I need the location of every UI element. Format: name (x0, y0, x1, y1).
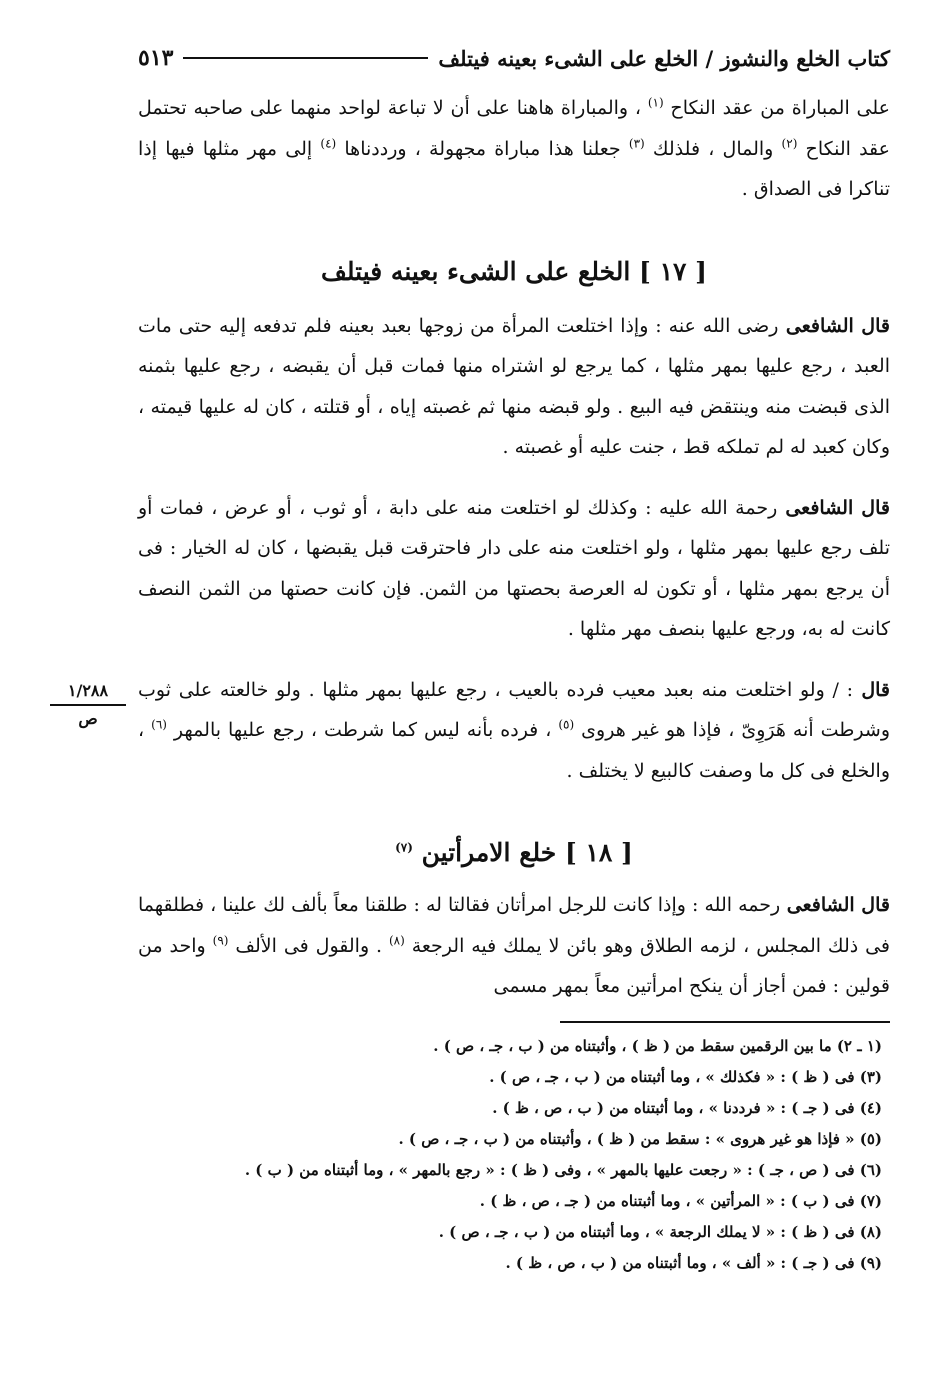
section-18-p1-text-1: رحمه الله : وإذا كانت للرجل امرأتان فقالتا له : طلقنا معاً بألف لك علينا ، فطلقهما فى ذلك المجلس ، لزمه الطلاق وهو بائن لا يملك فيه الرجعة (138, 894, 891, 957)
speaker-label: قال (853, 678, 890, 701)
running-head-title: كتاب الخلع والنشوز / الخلع على الشىء بعينه فيتلف (438, 45, 890, 71)
book-page (138, 38, 890, 1279)
footnote: (٨) فى ( ظ ) : « لا يملك الرجعة » ، وما أثبتناه من ( ب ، جـ ، ص ) . (438, 1222, 882, 1241)
running-head-rule (183, 57, 428, 59)
footnote: (٦) فى ( ص ، جـ ) : « رجعت عليها بالمهر » ، وفى ( ظ ) : « رجع بالمهر » ، وما أثبتناه من ( ب ) . (244, 1160, 882, 1179)
section-18-p1-text-2: . والقول فى الألف (228, 934, 389, 957)
intro-text-3: والمال ، فلذلك (644, 137, 782, 160)
intro-text-1: على المباراة من عقد النكاح (663, 97, 890, 119)
footnote: (٣) فى ( ظ ) : « فكذلك » ، وما أثبتناه من ( ب ، جـ ، ص ) . (489, 1067, 882, 1086)
footnote-ref-8: (٨) (388, 933, 405, 948)
margin-note (50, 680, 126, 730)
footnote-ref-3: (٣) (628, 136, 645, 151)
margin-note-manuscript: ص (78, 709, 98, 728)
footnote-ref-6: (٦) (151, 717, 167, 732)
section-17-paragraph-3 (138, 670, 890, 792)
running-head (138, 38, 890, 78)
footnote: (٩) فى ( جـ ) : « ألف » ، وما أثبتناه من ( ب ، ص ، ظ ) . (505, 1253, 882, 1272)
intro-paragraph (138, 88, 890, 210)
footnote: (٤) فى ( جـ ) : « فرددنا » ، وما أثبتناه من ( ب ، ص ، ظ ) . (492, 1098, 882, 1117)
section-18-heading-text: [ ١٨ ] خلع الامرأتين (421, 838, 633, 867)
margin-note-reference: ١/٢٨٨ (50, 680, 126, 706)
footnote: (١ ـ ٢) ما بين الرقمين سقط من ( ظ ) ، وأثبتناه من ( ب ، جـ ، ص ) . (433, 1036, 882, 1055)
footnote-ref-4: (٤) (320, 136, 337, 151)
speaker-label: قال الشافعى (777, 496, 890, 519)
footnote-ref-9: (٩) (212, 933, 229, 948)
section-18-heading (138, 829, 890, 877)
section-18-paragraph-1 (138, 885, 890, 1007)
intro-text-2: ، والمباراة هاهنا على أن لا تباعة لواحد منهما على صاحبه تحتمل عقد النكاح (138, 97, 891, 160)
section-17-heading: [ ١٧ ] الخلع على الشىء بعينه فيتلف (321, 256, 707, 286)
section-17-p3-text-2: ، فرده بأنه ليس كما شرطت ، رجع عليها بالمهر (166, 719, 559, 741)
intro-text-4: جعلنا هذا مباراة مجهولة ، ورددناها (336, 137, 629, 160)
footnote: (٥) « فإذا هو غير هروى » : سقط من ( ظ ) ، وأثبتناه من ( ب ، جـ ، ص ) . (398, 1129, 882, 1148)
section-17-p3-text-3: ، والخلع فى كل ما وصفت كالبيع لا يختلف . (138, 719, 890, 782)
section-18-p1-text-3: واحد من قولين : فمن أجاز أن ينكح امرأتين معاً بمهر مسمى (138, 934, 890, 997)
footnote-ref-2: (٢) (781, 136, 798, 151)
footnotes (138, 1031, 890, 1279)
footnote-ref-5: (٥) (558, 717, 575, 732)
footnote: (٧) فى ( ب ) : « المرأتين » ، وما أثبتناه من ( جـ ، ص ، ظ ) . (479, 1191, 882, 1210)
section-17-p1-text: رضى الله عنه : وإذا اختلعت المرأة من زوجها بعبد بعينه فلم تدفعه إليه حتى مات العبد ، رجع عليها بمهر مثلها ، كما يرجع لو اشتراه منها فمات قبل أن يقبضه ، رجع عليها بثمنه الذى قبضت منه وينتقض فيه البيع . ولو قبضه منها ثم غصبته إياه ، أو قتلته ، كان له عليها قيمته ، وكان كعبد له لم تملكه قط ، جنت عليه أو غصبته . (138, 314, 890, 458)
footnote-separator (560, 1021, 890, 1023)
intro-text-5: إلى مهر مثلها فيها إذا تناكرا فى الصداق . (138, 137, 890, 200)
section-17-p3-text-1: : / ولو اختلعت منه بعبد معيب فرده بالعيب ، رجع عليها بمهر مثلها . ولو خالعته على ثوب وشرطت أنه هَرَوِىّ ، فإذا هو غير هروى (138, 678, 891, 741)
footnote-ref-7: (٧) (395, 840, 413, 855)
section-17-p2-text: رحمة الله عليه : وكذلك لو اختلعت منه على دابة ، أو ثوب ، أو عرض ، فمات أو تلف رجع عليها بمهر مثلها ، ولو اختلعت منه على دار فاحترقت قبل يقبضها ، كان له الخيار : فى أن يرجع بمهر مثلها ، أو تكون له العرصة بحصتها من الثمن. فإن كانت حصتها من الثمن النصف كانت له به، ورجع عليها بنصف مهر مثلها . (138, 496, 890, 640)
page-number: ٥١٣ (138, 45, 174, 71)
speaker-label: قال الشافعى (780, 894, 890, 916)
footnote-ref-1: (١) (647, 95, 664, 110)
speaker-label: قال الشافعى (778, 314, 890, 337)
section-17-paragraph-1 (138, 306, 890, 468)
section-17-paragraph-2 (138, 488, 890, 650)
